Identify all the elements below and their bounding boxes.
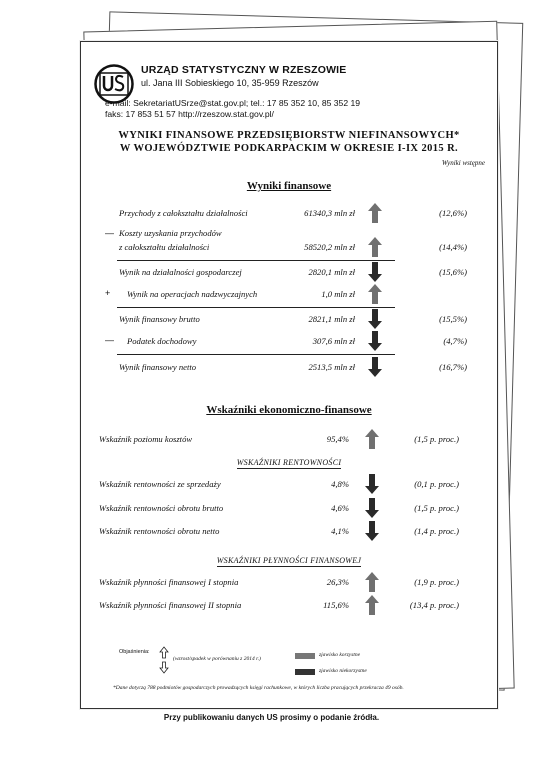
arrow-down-icon <box>368 331 382 351</box>
indicator-row: Wskaźnik płynności finansowej I stopnia 26,3% (1,9 p. proc.) <box>81 577 497 591</box>
financial-row: z całokształtu działalności 58520,2 mln zł (14,4%) <box>81 242 497 256</box>
legend-title: Objaśnienia: <box>119 649 150 655</box>
arrow-up-icon <box>365 595 379 615</box>
arrow-down-icon <box>365 474 379 494</box>
arrow-up-icon <box>365 429 379 449</box>
financial-row: Przychody z całokształtu działalności 61340,3 mln zł (12,6%) <box>81 208 497 222</box>
negative-swatch <box>295 669 315 675</box>
financial-row: Podatek dochodowy 307,6 mln zł (4,7%) <box>81 336 497 350</box>
financial-row: Wynik na działalności gospodarczej 2820,1 mln zł (15,6%) <box>81 267 497 281</box>
profitability-heading: WSKAŹNIKI RENTOWNOŚCI <box>236 458 342 467</box>
arrow-up-icon <box>368 284 382 304</box>
positive-label: zjawisko korzystne <box>319 652 361 658</box>
divider <box>117 354 395 355</box>
preliminary-note: Wyniki wstępne <box>441 159 485 167</box>
indicator-row: Wskaźnik rentowności obrotu netto 4,1% (1,4 p. proc.) <box>81 526 497 540</box>
indicator-row: Wskaźnik poziomu kosztów 95,4% (1,5 p. proc.) <box>81 434 497 448</box>
arrow-down-icon <box>365 498 379 518</box>
divider <box>117 307 395 308</box>
financial-results-heading: Wyniki finansowe <box>246 180 332 192</box>
divider <box>117 260 395 261</box>
financial-row: Wynik finansowy netto 2513,5 mln zł (16,7%) <box>81 362 497 376</box>
document-page <box>80 41 498 709</box>
institution-contact <box>105 98 360 120</box>
indicator-row: Wskaźnik płynności finansowej II stopnia 115,6% (13,4 p. proc.) <box>81 600 497 614</box>
arrow-down-icon <box>368 357 382 377</box>
minus-sign: — <box>105 335 114 345</box>
indicators-heading: Wskaźniki ekonomiczno-finansowe <box>206 404 372 416</box>
indicator-row: Wskaźnik rentowności ze sprzedaży 4,8% (0,1 p. proc.) <box>81 479 497 493</box>
legend-arrows-text: (wzrost/spadek w porównaniu z 2014 r.) <box>173 656 261 662</box>
institution-name: URZĄD STATYSTYCZNY W RZESZOWIE <box>141 64 347 76</box>
minus-sign: — <box>105 228 114 238</box>
arrow-up-icon <box>365 572 379 592</box>
financial-row: Wynik na operacjach nadzwyczajnych 1,0 mln zł <box>81 289 497 303</box>
document-title-line2: W WOJEWÓDZTWIE PODKARPACKIM W OKRESIE I-IX 2015 R. <box>119 143 459 154</box>
institution-address: ul. Jana III Sobieskiego 10, 35-959 Rzeszów <box>141 78 319 88</box>
source-note: Przy publikowaniu danych US prosimy o podanie źródła. <box>163 713 380 722</box>
up-down-arrows-icon <box>159 646 169 674</box>
document-title-line1: WYNIKI FINANSOWE PRZEDSIĘBIORSTW NIEFINANSOWYCH* <box>118 130 460 141</box>
plus-sign: + <box>105 288 111 298</box>
arrow-up-icon <box>368 237 382 257</box>
financial-label-line1: Koszty uzyskania przychodów <box>119 228 222 238</box>
liquidity-heading: WSKAŹNIKI PŁYNNOŚCI FINANSOWEJ <box>216 556 362 565</box>
indicator-row: Wskaźnik rentowności obrotu brutto 4,6% (1,5 p. proc.) <box>81 503 497 517</box>
arrow-down-icon <box>365 521 379 541</box>
arrow-down-icon <box>368 262 382 282</box>
negative-label: zjawisko niekorzystne <box>319 668 367 674</box>
arrow-down-icon <box>368 309 382 329</box>
arrow-up-icon <box>368 203 382 223</box>
email-line: e-mail: SekretariatUSrze@stat.gov.pl; tel.: 17 85 352 10, 85 352 19 <box>105 98 361 108</box>
footnote: *Dane dotyczą 788 podmiotów gospodarczych prowadzących księgi rachunkowe, w których liczba pracujących przekracza 49 osób. <box>113 685 404 691</box>
fax-line: faks: 17 853 51 57 http://rzeszow.stat.gov.pl/ <box>105 109 274 119</box>
financial-row: Wynik finansowy brutto 2821,1 mln zł (15,5%) <box>81 314 497 328</box>
positive-swatch <box>295 653 315 659</box>
